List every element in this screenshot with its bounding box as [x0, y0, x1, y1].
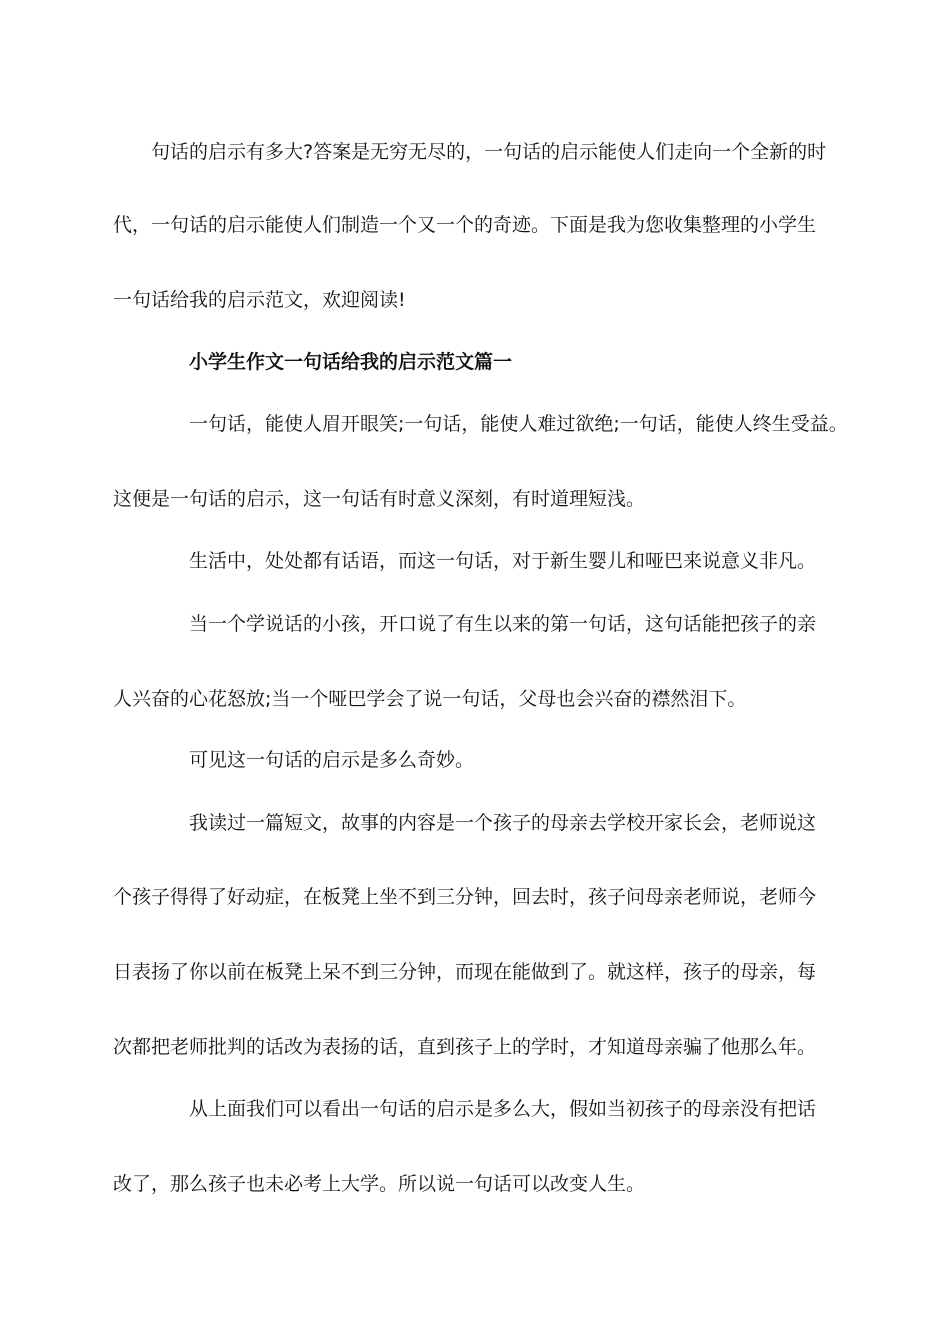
paragraph-1-line-2: 这便是一句话的启示，这一句话有时意义深刻，有时道理短浅。 [113, 488, 646, 510]
article-title: 小学生作文一句话给我的启示范文篇一 [189, 351, 513, 373]
paragraph-3-line-2: 人兴奋的心花怒放;当一个哑巴学会了说一句话，父母也会兴奋的襟然泪下。 [113, 688, 747, 710]
paragraph-5-line-2: 个孩子得得了好动症，在板凳上坐不到三分钟，回去时，孩子问母亲老师说，老师今 [113, 886, 817, 908]
intro-line-3: 一句话给我的启示范文，欢迎阅读! [113, 289, 406, 311]
paragraph-5-line-1: 我读过一篇短文，故事的内容是一个孩子的母亲去学校开家长会，老师说这 [189, 812, 817, 834]
paragraph-2-line-1: 生活中，处处都有话语，而这一句话，对于新生婴儿和哑巴来说意义非凡。 [189, 550, 817, 572]
paragraph-4-line-1: 可见这一句话的启示是多么奇妙。 [189, 749, 475, 771]
paragraph-1-line-1: 一句话，能使人眉开眼笑;一句话，能使人难过欲绝;一句话，能使人终生受益。 [189, 413, 848, 435]
paragraph-5-line-3: 日表扬了你以前在板凳上呆不到三分钟，而现在能做到了。就这样，孩子的母亲，每 [113, 961, 817, 983]
intro-line-1: 句话的启示有多大?答案是无穷无尽的，一句话的启示能使人们走向一个全新的时 [151, 141, 827, 163]
paragraph-6-line-2: 改了，那么孩子也未必考上大学。所以说一句话可以改变人生。 [113, 1173, 646, 1195]
paragraph-5-line-4: 次都把老师批判的话改为表扬的话，直到孩子上的学时，才知道母亲骗了他那么年。 [113, 1036, 817, 1058]
intro-line-2: 代，一句话的启示能使人们制造一个又一个的奇迹。下面是我为您收集整理的小学生 [113, 214, 817, 236]
paragraph-6-line-1: 从上面我们可以看出一句话的启示是多么大，假如当初孩子的母亲没有把话 [189, 1098, 817, 1120]
paragraph-3-line-1: 当一个学说话的小孩，开口说了有生以来的第一句话，这句话能把孩子的亲 [189, 613, 817, 635]
